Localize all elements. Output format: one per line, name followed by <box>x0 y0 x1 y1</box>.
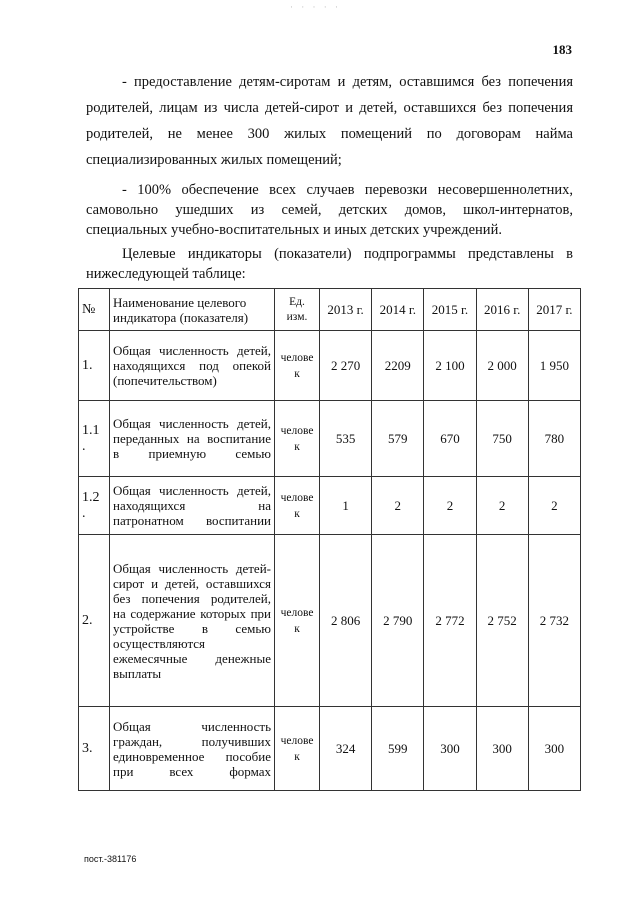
value-2014: 579 <box>372 401 424 477</box>
table-header-row <box>79 289 581 331</box>
header-2015: 2015 г. <box>424 289 476 331</box>
row-num: 1. <box>79 331 110 401</box>
value-2014: 599 <box>372 707 424 791</box>
value-2014: 2209 <box>372 331 424 401</box>
value-2013: 1 <box>320 477 372 535</box>
header-num: № <box>79 289 110 331</box>
value-2014: 2 790 <box>372 535 424 707</box>
value-2016: 750 <box>476 401 528 477</box>
value-2015: 2 772 <box>424 535 476 707</box>
value-2015: 300 <box>424 707 476 791</box>
row-name: Общая численность детей, находящихся под опекой (попечительством) <box>110 331 275 401</box>
paragraph-table-intro: Целевые индикаторы (показатели) подпрограммы представлены в нижеследующей таблице: <box>86 246 573 282</box>
value-2015: 2 <box>424 477 476 535</box>
value-2016: 300 <box>476 707 528 791</box>
scan-marks: · · · · · <box>290 2 341 12</box>
value-2015: 670 <box>424 401 476 477</box>
header-2014: 2014 г. <box>372 289 424 331</box>
value-2013: 324 <box>320 707 372 791</box>
value-2013: 2 806 <box>320 535 372 707</box>
paragraph-housing: - предоставление детям-сиротам и детям, оставшимся без попечения родителей, лицам из числа детей-сирот и детей, оставшихся без попечения родителей, не менее 300 жилых помещений по договорам найма специализированных жилых помещений; <box>86 74 573 168</box>
value-2013: 2 270 <box>320 331 372 401</box>
page-number: 183 <box>552 42 572 57</box>
value-2014: 2 <box>372 477 424 535</box>
value-2013: 535 <box>320 401 372 477</box>
value-2016: 2 752 <box>476 535 528 707</box>
table-row <box>79 535 581 707</box>
row-unit: челове к <box>275 331 320 401</box>
row-num: 2. <box>79 535 110 707</box>
value-2017: 2 <box>528 477 580 535</box>
value-2017: 780 <box>528 401 580 477</box>
table-row <box>79 331 581 401</box>
row-num: 1.2 . <box>79 477 110 535</box>
indicators-table <box>78 288 581 791</box>
header-2016: 2016 г. <box>476 289 528 331</box>
row-name: Общая численность детей-сирот и детей, оставшихся без попечения родителей, на содержание которых при устройстве в семью осуществляются ежемесячные денежные выплаты <box>110 535 275 707</box>
header-unit: Ед. изм. <box>275 289 320 331</box>
row-unit: челове к <box>275 535 320 707</box>
row-name: Общая численность граждан, получивших единовременное пособие при всех формах <box>110 707 275 791</box>
value-2016: 2 000 <box>476 331 528 401</box>
row-name: Общая численность детей, находящихся на патронатном воспитании <box>110 477 275 535</box>
row-unit: челове к <box>275 477 320 535</box>
row-name: Общая численность детей, переданных на воспитание в приемную семью <box>110 401 275 477</box>
header-name: Наименование целевого индикатора (показателя) <box>110 289 275 331</box>
value-2017: 1 950 <box>528 331 580 401</box>
row-num: 1.1 . <box>79 401 110 477</box>
header-2017: 2017 г. <box>528 289 580 331</box>
paragraph-transport: - 100% обеспечение всех случаев перевозки несовершеннолетних, самовольно ушедших из семей, детских домов, школ-интернатов, специальных учебно-воспитательных и иных детских учреждений. <box>86 182 573 238</box>
table-row <box>79 477 581 535</box>
row-unit: челове к <box>275 707 320 791</box>
value-2017: 300 <box>528 707 580 791</box>
document-code: пост.-381176 <box>84 854 137 864</box>
header-2013: 2013 г. <box>320 289 372 331</box>
table-row <box>79 707 581 791</box>
row-unit: челове к <box>275 401 320 477</box>
table-row <box>79 401 581 477</box>
value-2015: 2 100 <box>424 331 476 401</box>
row-num: 3. <box>79 707 110 791</box>
value-2016: 2 <box>476 477 528 535</box>
value-2017: 2 732 <box>528 535 580 707</box>
